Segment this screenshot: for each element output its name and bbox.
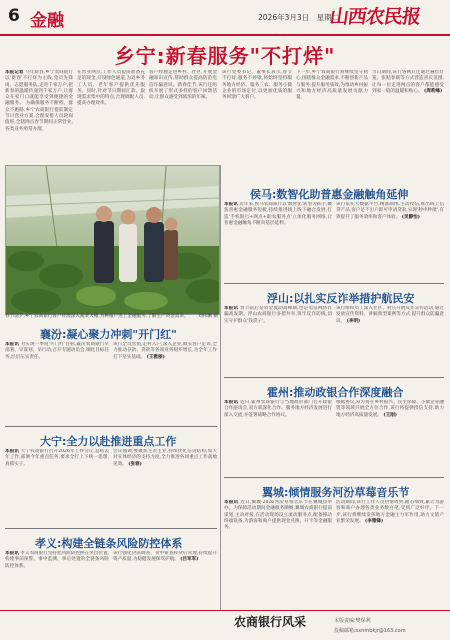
article-daning-end: (张春) <box>128 461 142 467</box>
greenhouse-photo-image <box>6 166 219 314</box>
divider <box>224 377 444 378</box>
article-title-fushan: 浮山:以扎实反诈举措护航民安 <box>267 292 415 305</box>
lead-article-col-1: 本报记者 马年新春,乡宁农商银行以'新春'不打烊为主线,党员先锋岗、志愿服务队,走进千家万户,把新春的温暖传递到千家万户,让群众在家门口就能享受到便捷的金融服务。 为确保服务不断档、群众不跑路,乡宁农商银行提前制定节日营业方案,合理安排人员轮岗值班,全辖网点春节期间正常营业,各类业务照常办理。 <box>5 70 73 132</box>
editor-credit: 本版责编:樊保利 <box>334 618 371 624</box>
article-fushan-col-1: 本报讯 春节前后是资金流动高峰期,也是电信网络诈骗高发期。浮山农商银行多措并举,筑牢反诈防线,切实守护群众'钱袋子'。 <box>224 306 332 324</box>
main-headline: 乡宁:新春服务"不打烊" <box>114 44 336 68</box>
greenhouse-photo <box>5 165 220 315</box>
article-xiaoyi-col-2: 该行强化贷前调查、贷中审查和贷后管理,持续提升资产质量,为稳健发展保驾护航。 (吕军军) <box>113 551 217 563</box>
article-fushan-lead: 本报讯 <box>224 306 239 311</box>
page-header <box>0 0 450 36</box>
photo-caption-text: 春节前夕,乡宁农商银行客户经理深入蔬菜大棚,为种植户送上金融服务,了解生产资金需求。 <box>5 314 189 319</box>
footer-divider <box>0 610 450 611</box>
article-xiaoyi-end: (吕军军) <box>180 557 199 563</box>
article-title-xiaoyi: 孝义:构建全链条风险防控体系 <box>35 537 183 550</box>
article-daning-lead: 本报讯 <box>5 449 20 454</box>
article-huozhou-col-1: 本报讯 近日,霍州农商银行与当地政府部门召开政银合作座谈会,双方就深化合作、服务地方经济发展进行深入交流,并签署战略合作协议。 <box>224 400 332 418</box>
photo-credit: 刘伟鹏 摄 <box>198 314 218 319</box>
lead-article-col-2: 在营业网点,工作人员提前准备充足的现金,开设绿色通道,为返乡务工人员、老年客户提供优先服务。同时,针对节日期间汇款、取现需求集中的特点,合理调配人员,提高办理效率。 <box>77 70 145 107</box>
article-daning-col-2: 会议强调,要聚焦主责主业,持续优化信贷结构,加大对实体经济的支持力度,全力推进各项重点工作落地见效。 (张春) <box>113 449 217 467</box>
lead-article-end: (周莉峰) <box>424 88 443 94</box>
lead-article-col-3: 客户经理走进乡村、社区,开展金融知识宣传,帮助群众提高防范电信诈骗意识。新春佳节,该行还组织开展了形式多样的客户回馈活动,让群众感受到浓浓的年味。 <box>149 70 217 101</box>
lead-article-col-6: 节日期间,该行各网点还通过悬挂灯笼、张贴春联等方式营造喜庆氛围,让每一位走进网点的客户都能感受到家一般的温暖和贴心。 (周莉峰) <box>372 70 444 94</box>
article-yicheng-col-2: 活动期间,该行工作人员热情周到,耐心细致,累计为游客和商户办理各类业务数百笔,受到广泛好评。下一步,该行将继续发挥地方金融主力军作用,助力文旅产业繁荣发展。 (李雅锋) <box>336 500 444 524</box>
article-yicheng-col-1: 本报讯 近日,翼城·2026河汾草莓音乐节在翼城县举办。为保障活动期间金融服务顺畅,翼城农商银行提前谋划,主动对接,在活动现场设立流动服务点,配备移动终端设备,为游客和商户提供现金兑换、开卡等金融服务。 <box>224 500 332 531</box>
divider <box>5 426 217 427</box>
lead-article-col-5: 下一步,乡宁农商银行将继续坚守初心,围绕群众金融需求,不断创新产品与服务,提升服务质效,为推动乡村振兴和地方经济高质量发展贡献力量。 <box>296 70 368 101</box>
article-yicheng-lead: 本报讯 <box>224 500 239 505</box>
article-huozhou-end: (王刚) <box>383 412 397 418</box>
article-houma-col-1: 本报讯 近年来,侯马农商银行以'数智化'转型为抓手,聚焦普惠金融服务短板,持续推进线上线下融合发展,打造'手机银行+网点+助农服务点'立体化服务网络,让普惠金融触角不断向基层延伸。 <box>224 202 332 226</box>
article-daning-col-1: 本报讯 大宁农商银行召开2026年工作会议,总结去年工作,部署今年重点任务,要求全行上下统一思想,真抓实干。 <box>5 449 109 467</box>
bottom-column-title: 农商银行风采 <box>233 615 306 629</box>
section-title: 金融 <box>30 11 64 31</box>
divider <box>224 477 444 478</box>
lead-article-lead: 本报记者 <box>5 70 24 75</box>
article-title-houma: 侯马:数智化助普惠金融触角延伸 <box>250 188 409 201</box>
article-huozhou-col-2: 根据协议,双方将在乡村振兴、民生保障、小微企业融资等领域开展全方位合作,该行将提供授信支持,助力地方经济高质量发展。 (王刚) <box>336 400 444 418</box>
article-houma-col-2: 该行依托大数据平台,精准画像,主动授信,推出线上信贷产品,客户足不出户即可申请贷款,实现'秒申秒批',有效提升了服务效率和客户体验。 (吴静怡) <box>336 202 444 220</box>
article-huozhou-lead: 本报讯 <box>224 400 239 405</box>
article-houma-end: (吴静怡) <box>401 214 420 220</box>
article-xiangfen-col-2: 该行全员营销,走村入户,深入企业,做实客户走访,全力推动存款、贷款等各项业务稳步增长,为全年工作打下坚实基础。 (王雅丽) <box>113 342 217 360</box>
page-number: 6 <box>8 6 20 26</box>
article-houma-lead: 本报讯 <box>224 202 238 207</box>
lead-article-col-4: 该行党委书记、董事长表示,春节不打烊,服务不停歇,将始终坚持服务地方经济、服务三农、服务小微企业的市场定位,以更加优质的服务回馈广大客户。 <box>222 70 292 101</box>
divider <box>224 283 444 284</box>
article-xiaoyi-col-1: 本报讯 孝义农商银行坚持把风险防控摆在突出位置,构建事前预警、事中监测、事后处置的全链条风险防控体系。 <box>5 551 109 569</box>
masthead-logo: 山西农民报 <box>328 6 422 28</box>
article-xiangfen-col-1: 本报讯 为实现一季度'开门红'目标,襄汾农商银行早部署、早谋划、早行动,召开专题动员会,细化目标任务,层层压实责任。 <box>5 342 109 360</box>
article-xiaoyi-lead: 本报讯 <box>5 551 19 556</box>
submission-email: 投稿邮箱:sxnmbkjr@163.com <box>334 628 406 634</box>
article-title-yicheng: 翼城:倾情服务河汾草莓音乐节 <box>262 486 410 499</box>
article-fushan-end: (李明) <box>346 318 361 324</box>
article-yicheng-end: (李雅锋) <box>365 518 384 524</box>
article-title-xiangfen: 襄汾:凝心聚力冲刺"开门红" <box>40 328 177 341</box>
article-title-daning: 大宁:全力以赴推进重点工作 <box>40 435 177 448</box>
article-xiangfen-end: (王雅丽) <box>146 354 165 360</box>
divider <box>5 528 217 529</box>
photo-caption <box>5 314 218 320</box>
column-divider <box>220 165 221 610</box>
lead-article-byline: 马年新春,乡宁农商银行以'新春'不打烊为主线,党员先锋岗、志愿服务队,走进千家万户,把新春的温暖传递到千家万户,让群众在家门口就能享受到便捷的金融服务。 <box>5 70 73 107</box>
issue-date: 2026年3月3日 星期二 <box>258 13 340 22</box>
article-title-huozhou: 霍州:推动政银合作深度融合 <box>267 386 404 399</box>
article-xiangfen-lead: 本报讯 <box>5 342 20 347</box>
article-fushan-col-2: 该行组织员工深入社区、村庄开展反诈宣传活动,通过发放宣传资料、讲解典型案例等方式,提升群众防骗意识。 (李明) <box>336 306 444 324</box>
